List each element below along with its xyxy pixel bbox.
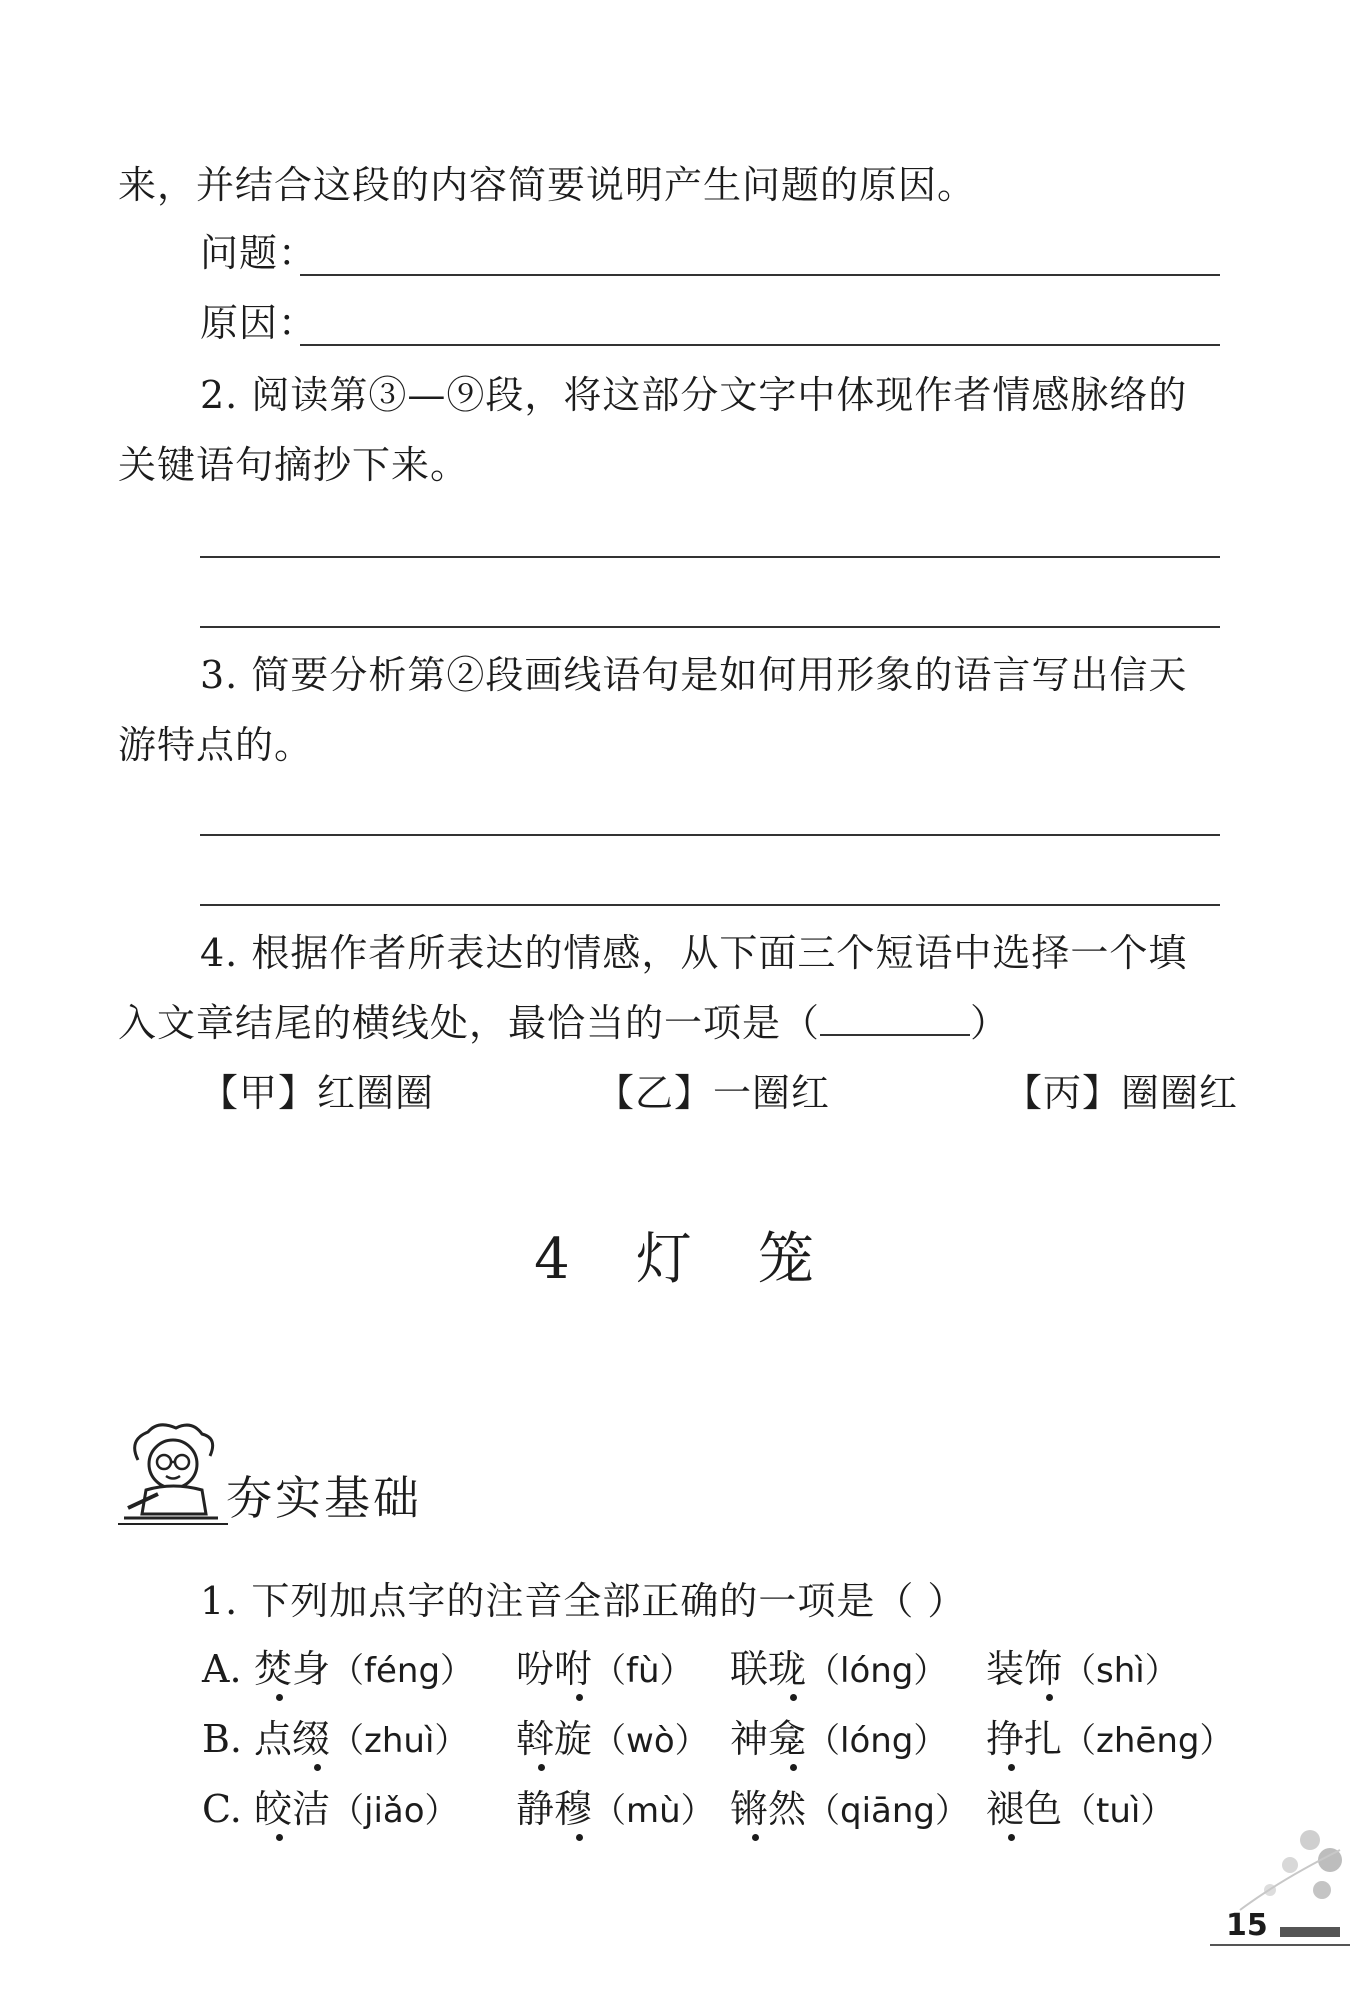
emphasis-dot xyxy=(576,1834,583,1841)
emphasis-dot xyxy=(1008,1764,1015,1771)
mc-word: 联珑 xyxy=(730,1647,807,1691)
q4-line2-close: ） xyxy=(970,1001,1010,1045)
emphasis-dot xyxy=(538,1764,545,1771)
mc-option-a-item-2 xyxy=(516,1644,694,1696)
mc-option-c-letter: C. xyxy=(202,1787,242,1831)
q4-answer-blank[interactable] xyxy=(820,1000,970,1036)
mc-word: 焚身 xyxy=(254,1647,331,1691)
mc-option-a-letter: A. xyxy=(202,1647,242,1691)
mc-option-c-item-3 xyxy=(730,1784,969,1836)
lesson-title-char-2: 笼 xyxy=(757,1227,816,1292)
q3-answer-line-1[interactable] xyxy=(200,834,1220,836)
mc-pinyin: （qiāng） xyxy=(806,1791,970,1831)
mc-option-b-item-1 xyxy=(254,1714,468,1766)
mc-option-c-item-2 xyxy=(516,1784,715,1836)
emphasis-dot xyxy=(576,1694,583,1701)
q2-line1: 2. 阅读第③—⑨段，将这部分文字中体现作者情感脉络的 xyxy=(200,373,1188,417)
mc-word: 装饰 xyxy=(986,1647,1063,1691)
mc-option-a-item-1 xyxy=(254,1644,474,1696)
mc-pinyin: （wò） xyxy=(592,1721,709,1761)
mc-pinyin: （zhuì） xyxy=(330,1721,469,1761)
lesson-number: 4 xyxy=(534,1227,572,1292)
mc-option-b-item-3 xyxy=(730,1714,947,1766)
mc-word: 静穆 xyxy=(516,1787,593,1831)
mc-option-c-item-1 xyxy=(254,1784,459,1836)
q4-line2 xyxy=(118,998,1009,1048)
emphasis-dot xyxy=(276,1834,283,1841)
q4-line1: 4. 根据作者所表达的情感，从下面三个短语中选择一个填 xyxy=(200,931,1188,975)
q3-answer-line-2[interactable] xyxy=(200,904,1220,906)
emphasis-dot xyxy=(790,1764,797,1771)
q1-reason-answer-line[interactable] xyxy=(300,344,1220,346)
page-number-underline xyxy=(1210,1944,1350,1946)
emphasis-dot xyxy=(276,1694,283,1701)
mc-word: 点缀 xyxy=(254,1717,331,1761)
q4-line2-text: 入文章结尾的横线处，最恰当的一项是（ xyxy=(118,1001,821,1045)
section-label: 夯实基础 xyxy=(226,1471,422,1525)
q2-line2: 关键语句摘抄下来。 xyxy=(118,443,470,487)
mc-pinyin: （féng） xyxy=(330,1651,475,1691)
leaf-decoration-icon xyxy=(1210,1820,1350,1920)
q3-line2: 游特点的。 xyxy=(118,723,314,767)
mc-option-a-item-4 xyxy=(986,1644,1179,1696)
q4-option-bing: 【丙】圈圈红 xyxy=(1004,1071,1239,1115)
mc-pinyin: （mù） xyxy=(592,1791,715,1831)
mc-word: 斡旋 xyxy=(516,1717,593,1761)
page-number: 15 xyxy=(1226,1908,1268,1943)
q4-option-jia: 【甲】红圈圈 xyxy=(200,1071,435,1115)
mc-word: 吩咐 xyxy=(516,1647,593,1691)
mc-pinyin: （tuì） xyxy=(1062,1791,1175,1831)
emphasis-dot xyxy=(314,1764,321,1771)
mc-pinyin: （zhēng） xyxy=(1062,1721,1234,1761)
q1-tail-text: 来，并结合这段的内容简要说明产生问题的原因。 xyxy=(118,163,977,207)
emphasis-dot xyxy=(1046,1694,1053,1701)
mc-word: 锵然 xyxy=(730,1787,807,1831)
mc-pinyin: （lóng） xyxy=(806,1721,948,1761)
q2-answer-line-2[interactable] xyxy=(200,626,1220,628)
mc-word: 挣扎 xyxy=(986,1717,1063,1761)
mc-pinyin: （shì） xyxy=(1062,1651,1179,1691)
mc-option-b-item-4 xyxy=(986,1714,1233,1766)
mc-word: 褪色 xyxy=(986,1787,1063,1831)
q1-problem-label: 问题： xyxy=(200,231,318,275)
q2-answer-line-1[interactable] xyxy=(200,556,1220,558)
emphasis-dot xyxy=(790,1694,797,1701)
mc-pinyin: （jiǎo） xyxy=(330,1791,459,1831)
mc-pinyin: （fù） xyxy=(592,1651,694,1691)
page-number-bar xyxy=(1280,1927,1340,1937)
q3-line1: 3. 简要分析第②段画线语句是如何用形象的语言写出信天 xyxy=(200,653,1188,697)
q1-problem-answer-line[interactable] xyxy=(300,274,1220,276)
emphasis-dot xyxy=(752,1834,759,1841)
lesson-title xyxy=(0,1225,1350,1295)
mc-option-a-item-3 xyxy=(730,1644,947,1696)
q1-reason-label: 原因： xyxy=(200,301,318,345)
mc-option-b-item-2 xyxy=(516,1714,709,1766)
mc-word: 皎洁 xyxy=(254,1787,331,1831)
emphasis-dot xyxy=(1008,1834,1015,1841)
mc-option-c-item-4 xyxy=(986,1784,1174,1836)
mc-word: 神龛 xyxy=(730,1717,807,1761)
mc-pinyin: （lóng） xyxy=(806,1651,948,1691)
mc-stem: 1. 下列加点字的注音全部正确的一项是（ ） xyxy=(200,1579,967,1623)
q4-option-yi: 【乙】一圈红 xyxy=(596,1071,831,1115)
mc-option-b-letter: B. xyxy=(202,1717,243,1761)
lesson-title-char-1: 灯 xyxy=(635,1227,694,1292)
